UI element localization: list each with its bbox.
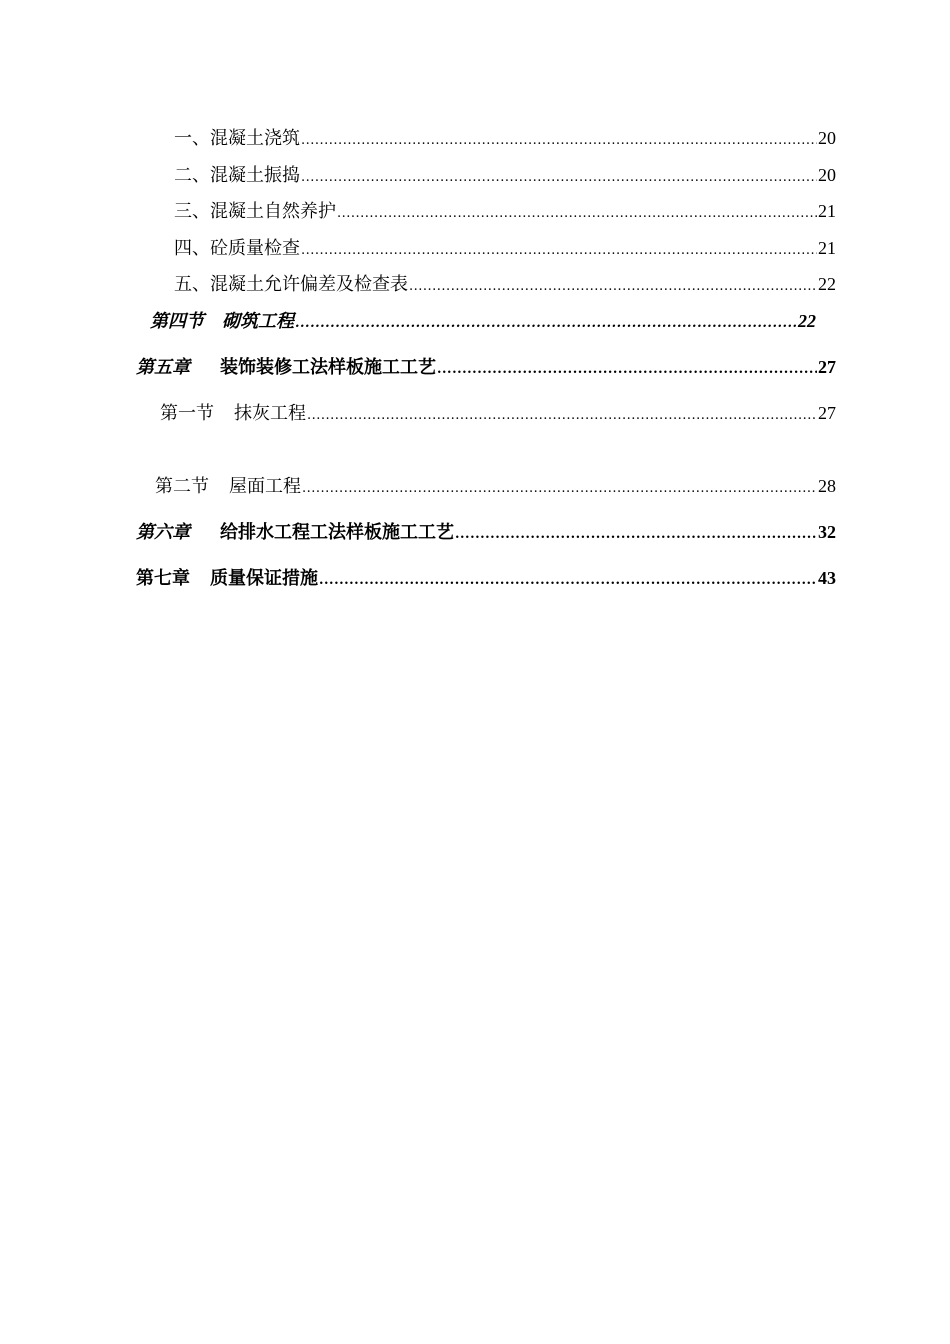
toc-entry-page: 27 (818, 357, 836, 377)
toc-entry-title: 装饰装修工法样板施工工艺 (220, 357, 436, 378)
toc-entry-page: 22 (818, 274, 836, 294)
toc-entry-label (136, 521, 454, 545)
toc-entry-title: 抹灰工程 (234, 403, 306, 424)
toc-entry-number: 第四节 (150, 311, 204, 332)
toc-leader-dots (307, 404, 817, 428)
toc-entry-chapter[interactable] (136, 355, 836, 382)
toc-leader-dots (301, 129, 817, 153)
toc-leader-dots (295, 312, 797, 336)
toc-entry-page: 21 (818, 201, 836, 221)
toc-entry-chapter[interactable] (136, 566, 836, 593)
toc-entry-section[interactable] (155, 474, 836, 501)
toc-entry-label (136, 567, 318, 591)
toc-entry-number: 第二节 (155, 476, 209, 497)
toc-leader-dots (437, 358, 817, 382)
toc-entry-page: 21 (818, 238, 836, 258)
toc-entry-label (155, 475, 301, 499)
toc-leader-dots (455, 523, 817, 547)
toc-entry-page: 43 (818, 568, 836, 588)
toc-entry-label: 二、混凝土振捣 (174, 165, 300, 186)
toc-entry-title: 质量保证措施 (210, 568, 318, 589)
toc-entry[interactable] (174, 163, 836, 190)
toc-entry-label: 四、砼质量检查 (174, 238, 300, 259)
toc-leader-dots (337, 202, 817, 226)
toc-leader-dots (302, 477, 817, 501)
toc-entry[interactable] (174, 236, 836, 263)
toc-entry-title: 砌筑工程 (222, 311, 294, 332)
toc-entry-page: 20 (818, 165, 836, 185)
toc-entry-title: 屋面工程 (229, 476, 301, 497)
toc-entry-number: 第一节 (160, 403, 214, 424)
toc-entry-number: 第七章 (136, 568, 190, 589)
toc-leader-dots (409, 275, 817, 299)
toc-entry-label (136, 356, 436, 380)
toc-entry[interactable] (174, 199, 836, 226)
toc-entry-section[interactable] (150, 309, 816, 336)
toc-entry-page: 27 (818, 403, 836, 423)
toc-entry-label (150, 310, 294, 334)
toc-entry-label: 三、混凝土自然养护 (174, 201, 336, 222)
toc-entry-title: 给排水工程工法样板施工工艺 (220, 522, 454, 543)
toc-entry-label (160, 402, 306, 426)
toc-entry-number: 第五章 (136, 357, 190, 378)
toc-entry-page: 20 (818, 128, 836, 148)
toc-entry[interactable] (174, 272, 836, 299)
toc-entry-number: 第六章 (136, 522, 190, 543)
toc-leader-dots (301, 239, 817, 263)
toc-leader-dots (301, 166, 817, 190)
toc-entry-page: 28 (818, 476, 836, 496)
toc-entry-section[interactable] (160, 401, 836, 428)
toc-leader-dots (319, 569, 817, 593)
toc-entry-page: 32 (818, 522, 836, 542)
toc-entry-label: 五、混凝土允许偏差及检查表 (174, 274, 408, 295)
toc-entry[interactable] (174, 126, 836, 153)
toc-entry-chapter[interactable] (136, 520, 836, 547)
toc-entry-label: 一、混凝土浇筑 (174, 128, 300, 149)
toc-entry-page: 22 (798, 311, 816, 331)
